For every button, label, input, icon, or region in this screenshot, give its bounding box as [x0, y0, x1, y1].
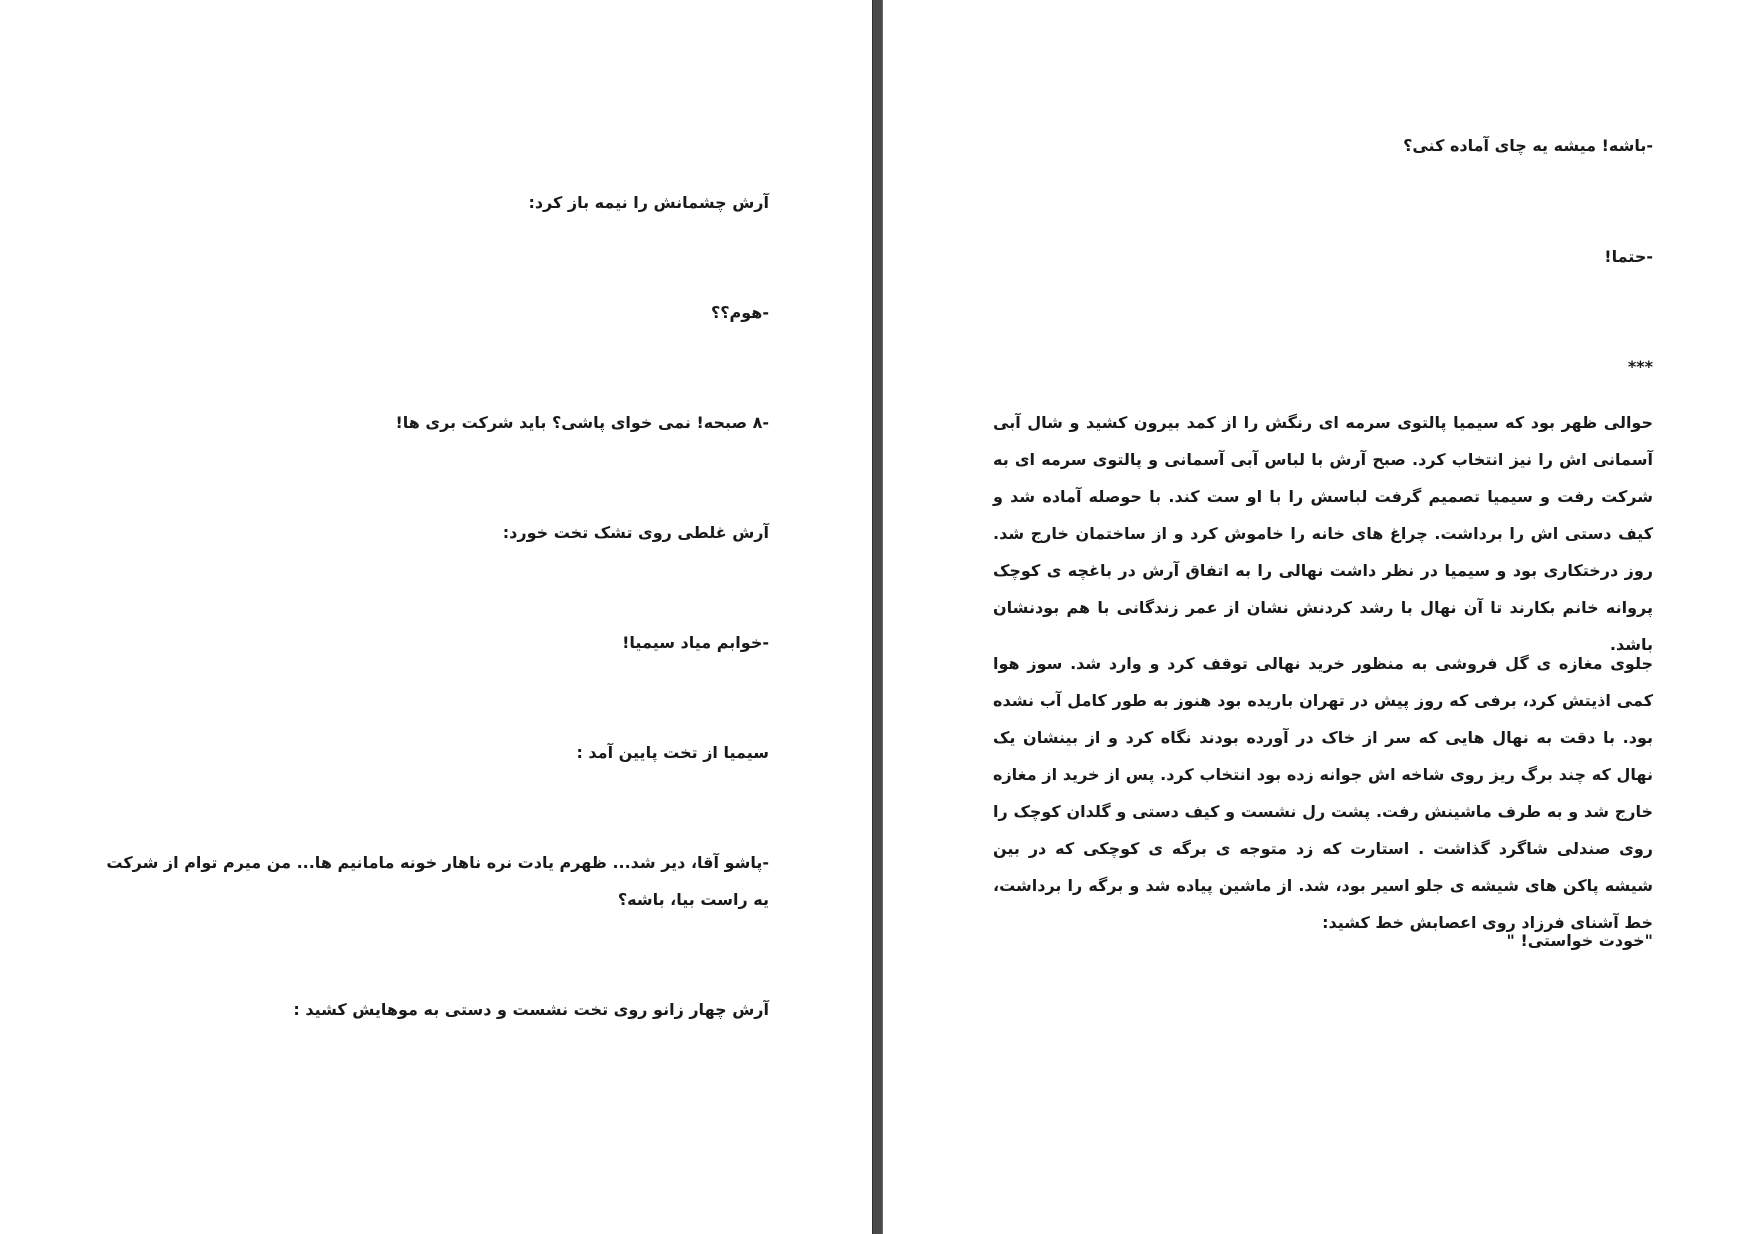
right-paragraph-4: جلوی مغازه ی گل فروشی به منظور خرید نهالی توقف کرد و وارد شد. سوز هوا کمی اذیتش کرد، برفی که روز پیش در تهران باریده بود هنوز به طور کامل آب نشده بود. با دقت به نهال هایی که سر از خاک در آورده بودند نگاه کرد و از بینشان یک نهال که چند برگ ریز روی شاخه اش جوانه زده بود انتخاب کرد. پس از خرید از مغازه خارج شد و به طرف ماشینش رفت. پشت رل نشست و کیف دستی و گلدان کوچک را روی صندلی شاگرد گذاشت . استارت که زد متوجه ی برگه ی کوچکی که در بین شیشه پاکن های شیشه ی جلو اسیر بود، شد. از ماشین پیاده شد و برگه را برداشت، خط آشنای فرزاد روی اعصابش خط کشید: — [993, 654, 1653, 932]
left-paragraph-5: -خوابم میاد سیمیا! — [622, 633, 769, 652]
left-paragraph-6: سیمیا از تخت پایین آمد : — [576, 743, 769, 762]
left-page — [0, 0, 872, 1234]
left-paragraph-7: -پاشو آقا، دیر شد... ظهرم یادت نره ناهار خونه مامانیم ها... من میرم توام از شرکت یه راست بیا، باشه؟ — [106, 853, 769, 909]
left-paragraph-1: آرش چشمانش را نیمه باز کرد: — [528, 193, 769, 212]
right-paragraph-2: -حتما! — [1604, 247, 1653, 266]
left-paragraph-2: -هوم؟؟ — [710, 303, 769, 322]
right-paragraph-1: -باشه! میشه یه چای آماده کنی؟ — [1403, 136, 1653, 155]
left-paragraph-4: آرش غلطی روی تشک تخت خورد: — [502, 523, 769, 542]
book-spine — [872, 0, 883, 1234]
section-separator: *** — [1627, 357, 1653, 376]
left-paragraph-8: آرش چهار زانو روی تخت نشست و دستی به موهایش کشید : — [293, 1000, 769, 1019]
left-paragraph-3: -۸ صبحه! نمی خوای پاشی؟ باید شرکت بری ها! — [395, 413, 769, 432]
right-paragraph-3: حوالی ظهر بود که سیمیا پالتوی سرمه ای رنگش را از کمد بیرون کشید و شال آبی آسمانی اش را نیز انتخاب کرد. صبح آرش با لباس آبی آسمانی و پالتوی سرمه ای به شرکت رفت و سیمیا تصمیم گرفت لباسش را با او ست کند. با حوصله آماده شد و کیف دستی اش را برداشت. چراغ های خانه را خاموش کرد و از ساختمان خارج شد. روز درختکاری بود و سیمیا در نظر داشت نهالی را به اتفاق آرش در باغچه ی کوچک پروانه خانم بکارند تا آن نهال با رشد کردنش نشان از عمر زندگانی با هم بودنشان باشد. — [993, 413, 1653, 654]
right-page — [883, 0, 1756, 1234]
right-paragraph-5: "خودت خواستی! " — [1506, 931, 1653, 950]
